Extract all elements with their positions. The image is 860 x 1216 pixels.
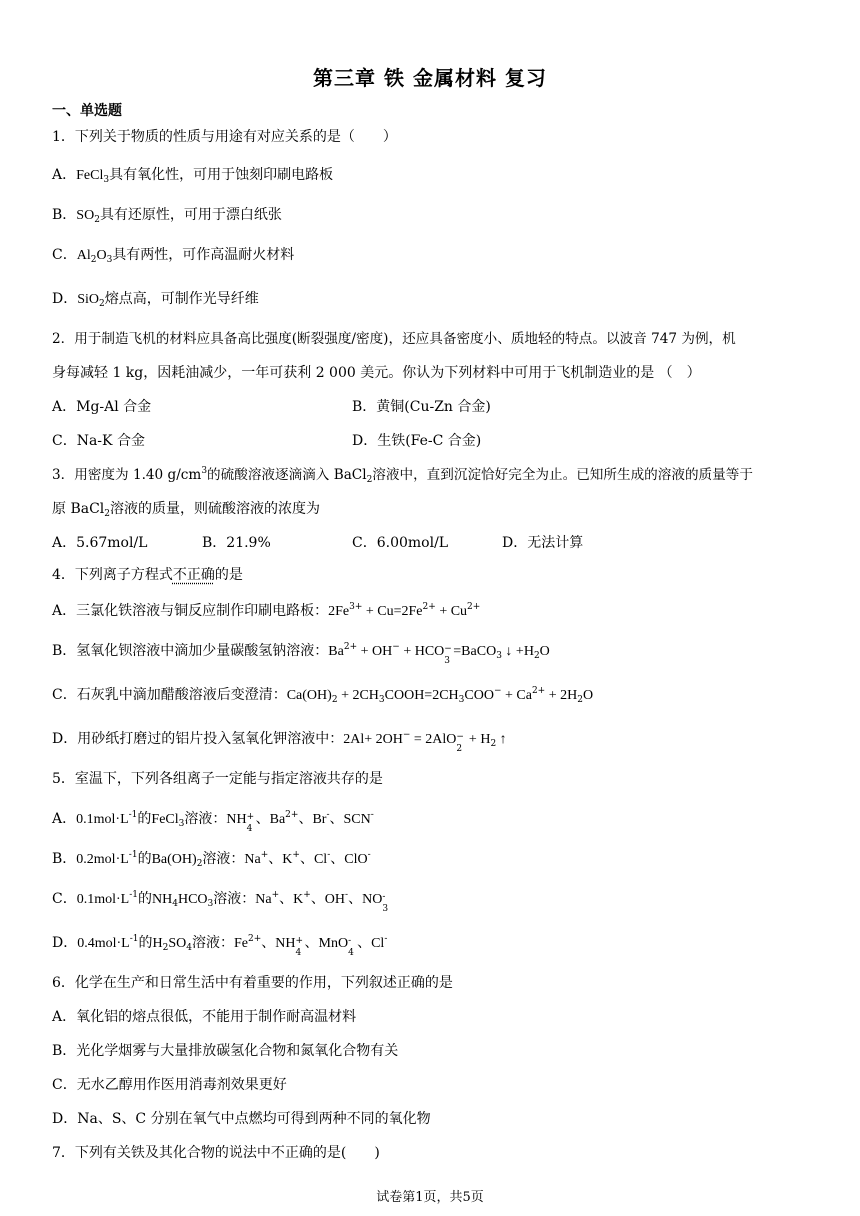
question-6-option-c: C．无水乙醇用作医用消毒剂效果更好 <box>52 1077 287 1093</box>
question-4-stem: 4．下列离子方程式不正确的是 <box>52 567 243 583</box>
question-2-option-c: C．Na-K 合金 <box>52 433 145 449</box>
question-1-option-c: C．$Al_2O_3$具有两性，可作高温耐火材料 <box>52 247 295 265</box>
question-6-option-b: B．光化学烟雾与大量排放碳氢化合物和氮氧化合物有关 <box>52 1043 399 1059</box>
question-6-stem: 6．化学在生产和日常生活中有着重要的作用，下列叙述正确的是 <box>52 975 453 991</box>
question-2-stem-line-2: 身每减轻 1 kg，因耗油减少，一年可获利 2 000 美元。你认为下列材料中可用于飞机制造业的是 （ ） <box>52 365 701 381</box>
question-7-stem: 7．下列有关铁及其化合物的说法中不正确的是( ) <box>52 1145 380 1161</box>
question-5-option-a: A．$0.1mol\cdot L^{-1}$的FeCl$_3$溶液：NH + 4 、$Ba^{2+}$、Br-、SCN- <box>52 810 374 834</box>
question-5-stem: 5．室温下，下列各组离子一定能与指定溶液共存的是 <box>52 771 383 787</box>
question-4-option-c: C．石灰乳中滴加醋酸溶液后变澄清：$Ca(OH)_2$ + $2CH_3COOH=2CH_3COO^- + Ca^{2+} + 2H_2O$ <box>52 686 594 705</box>
question-4-option-b: B．氢氧化钡溶液中滴加少量碳酸氢钠溶液：$Ba^{2+} + OH^-$ + HCO − 3 =BaCO$_3$ ↓ $+H_2O$ <box>52 642 550 666</box>
page-title: 第三章 铁 金属材料 复习 <box>313 66 547 90</box>
question-3-option-c: C．6.00mol/L <box>352 535 449 551</box>
question-2-option-a: A．Mg-Al 合金 <box>52 399 152 415</box>
question-6-option-a: A．氧化铝的熔点很低，不能用于制作耐高温材料 <box>52 1009 357 1025</box>
question-1-option-d: D．SiO$_2$熔点高，可制作光导纤维 <box>52 291 259 309</box>
question-3-stem-line-2: 原 BaCl$_2$溶液的质量，则硫酸溶液的浓度为 <box>52 501 321 519</box>
question-5-option-c: C．$0.1mol\cdot L^{-1}$的$NH_4HCO_3$溶液：Na+、K+、OH-、NO - 3 <box>52 890 389 914</box>
question-3-stem-line-1: 3．用密度为 1.40 $g/cm^3$的硫酸溶液逐滴滴入 BaCl$_2$溶液中，直到沉淀恰好完全为止。已知所生成的溶液的质量等于 <box>52 466 753 485</box>
question-5-option-b: B．$0.2mol\cdot L^{-1}$的$Ba(OH)_2$溶液：Na+、K+、Cl-、ClO- <box>52 850 371 869</box>
question-6-option-d: D．Na、S、C 分别在氧气中点燃均可得到两种不同的氧化物 <box>52 1111 431 1127</box>
question-5-option-d: D．$0.4mol\cdot L^{-1}$的$H_2SO_4$溶液：$Fe^{2+}$、NH + 4 、MnO - 4 、Cl- <box>52 934 388 958</box>
question-2-option-d: D．生铁(Fe-C 合金) <box>352 433 482 449</box>
question-4-option-a: A．三氯化铁溶液与铜反应制作印刷电路板：$2Fe^{3+} + Cu=2Fe^{2+} + Cu^{2+}$ <box>52 602 481 619</box>
question-4-option-d: D．用砂纸打磨过的铝片投入氢氧化钾溶液中：2Al+ 2OH− = 2AlO − 2 + $H_2$ ↑ <box>52 730 507 754</box>
question-1-option-b: B．$SO_2$具有还原性，可用于漂白纸张 <box>52 207 282 225</box>
question-1-option-a: A．FeCl$_3$具有氧化性，可用于蚀刻印刷电路板 <box>52 167 334 185</box>
question-2-stem-line-1: 2．用于制造飞机的材料应具备高比强度(断裂强度/密度)，还应具备密度小、质地轻的特点。以波音 747 为例，机 <box>52 331 736 347</box>
question-3-option-a: A．5.67mol/L <box>52 535 148 551</box>
section-heading: 一、单选题 <box>52 103 122 119</box>
question-1-stem: 1．下列关于物质的性质与用途有对应关系的是（ ） <box>52 129 397 145</box>
question-3-option-b: B．21.9% <box>202 535 271 551</box>
page-footer: 试卷第1页，共5页 <box>376 1190 484 1205</box>
question-2-option-b: B．黄铜(Cu-Zn 合金) <box>352 399 491 415</box>
question-3-option-d: D．无法计算 <box>502 535 584 551</box>
